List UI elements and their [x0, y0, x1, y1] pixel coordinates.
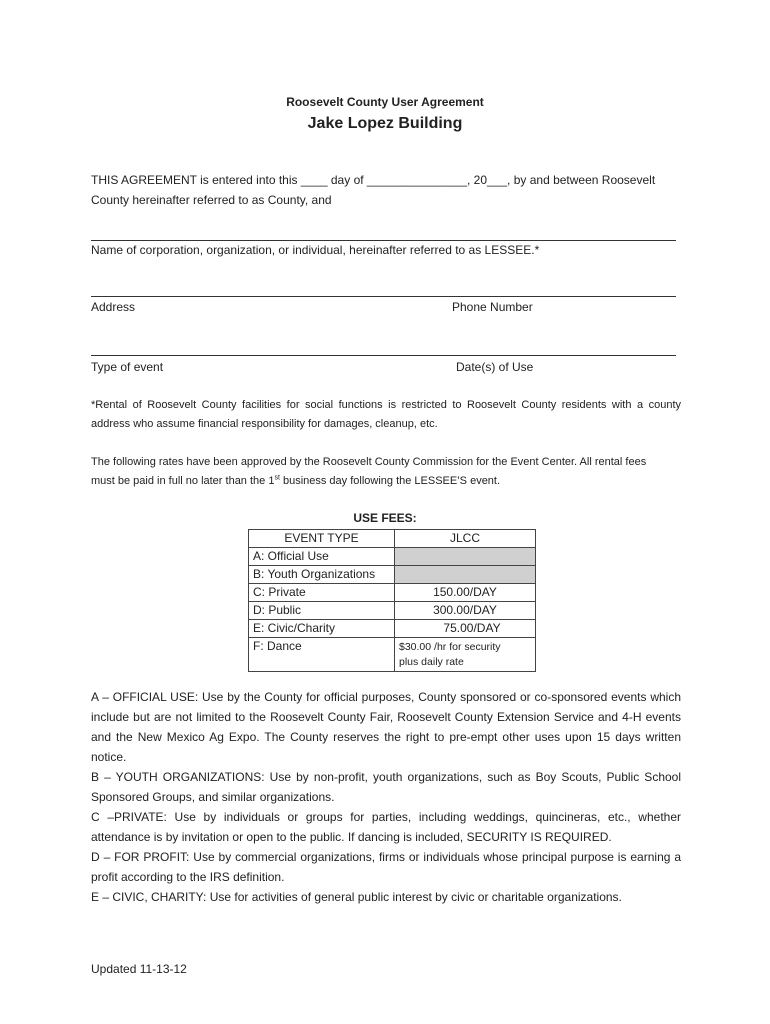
definition-private: C –PRIVATE: Use by individuals or groups for parties, including weddings, quincineras, etc., whether attendance is by invitation or open to the public. If dancing is included, SECURITY IS REQUIRED.: [91, 810, 681, 844]
rates-line2-text: must be paid in full no later than the 1: [91, 475, 275, 487]
rates-paragraph: [91, 453, 691, 491]
event-type-cell: A: Official Use: [249, 548, 395, 566]
phone-label: Phone Number: [452, 300, 533, 314]
table-row: [249, 566, 536, 584]
table-row: [249, 638, 536, 672]
rates-line1: The following rates have been approved by the Roosevelt County Commission for the Event Center. All rental fees: [91, 456, 647, 468]
event-type-cell: B: Youth Organizations: [249, 566, 395, 584]
rates-line2-rest: business day following the LESSEE’S event.: [279, 475, 501, 487]
table-row: [249, 602, 536, 620]
dates-of-use-label: Date(s) of Use: [456, 360, 534, 374]
agreement-intro-line2: County hereinafter referred to as County, and: [91, 193, 332, 207]
lessee-label: Name of corporation, organization, or individual, hereinafter referred to as LESSEE.*: [91, 243, 540, 257]
definition-for-profit: D – FOR PROFIT: Use by commercial organizations, firms or individuals whose principal purpose is earning a profit according to the IRS definition.: [91, 850, 681, 884]
event-type-label: Type of event: [91, 360, 164, 374]
table-row: [249, 620, 536, 638]
dance-fee-line2: plus daily rate: [399, 656, 464, 668]
event-type-cell: E: Civic/Charity: [249, 620, 395, 638]
fee-cell-dance: [395, 638, 536, 672]
fee-cell: 150.00/DAY: [395, 584, 536, 602]
document-title: Roosevelt County User Agreement: [286, 95, 484, 109]
definition-civic-charity: E – CIVIC, CHARITY: Use for activities of general public interest by civic or charitable organizations.: [91, 890, 622, 904]
table-row: [249, 548, 536, 566]
agreement-intro-line1: THIS AGREEMENT is entered into this ____ day of _______________, 20___, by and between Roosevelt: [91, 173, 656, 187]
use-fees-table: [248, 529, 536, 672]
definition-youth-organizations: B – YOUTH ORGANIZATIONS: Use by non-profit, youth organizations, such as Boy Scouts, Public School Sponsored Groups, and similar organizations.: [91, 770, 681, 804]
fee-cell: 75.00/DAY: [395, 620, 536, 638]
rental-restriction-note: *Rental of Roosevelt County facilities for social functions is restricted to Roosevelt County residents with a county address who assume financial responsibility for damages, cleanup, etc.: [91, 399, 681, 430]
fee-cell: 300.00/DAY: [395, 602, 536, 620]
table-row: [249, 584, 536, 602]
address-label: Address: [91, 300, 136, 314]
event-line: [91, 355, 676, 356]
column-header-jlcc: JLCC: [395, 530, 536, 548]
fee-cell-shaded: [395, 566, 536, 584]
dance-fee-line1: $30.00 /hr for security: [399, 641, 501, 653]
building-name: Jake Lopez Building: [307, 115, 463, 132]
rates-line2: [91, 472, 691, 491]
definition-official-use: A – OFFICIAL USE: Use by the County for official purposes, County sponsored or co-sponsored events which include but are not limited to the Roosevelt County Fair, Roosevelt County Extension Service and 4-H events and the New Mexico Ag Expo. The County reserves the right to pre-empt other uses upon 15 days written notice.: [91, 690, 681, 764]
definitions-section: [91, 687, 681, 907]
agreement-intro: [91, 170, 681, 210]
table-header-row: [249, 530, 536, 548]
updated-date: Updated 11-13-12: [91, 962, 187, 976]
use-fees-heading: USE FEES:: [353, 511, 417, 525]
event-type-cell: D: Public: [249, 602, 395, 620]
fee-cell-shaded: [395, 548, 536, 566]
event-type-cell: F: Dance: [249, 638, 395, 672]
address-line: [91, 296, 676, 297]
ordinal-suffix: st: [274, 474, 280, 482]
column-header-event-type: EVENT TYPE: [249, 530, 395, 548]
event-type-cell: C: Private: [249, 584, 395, 602]
